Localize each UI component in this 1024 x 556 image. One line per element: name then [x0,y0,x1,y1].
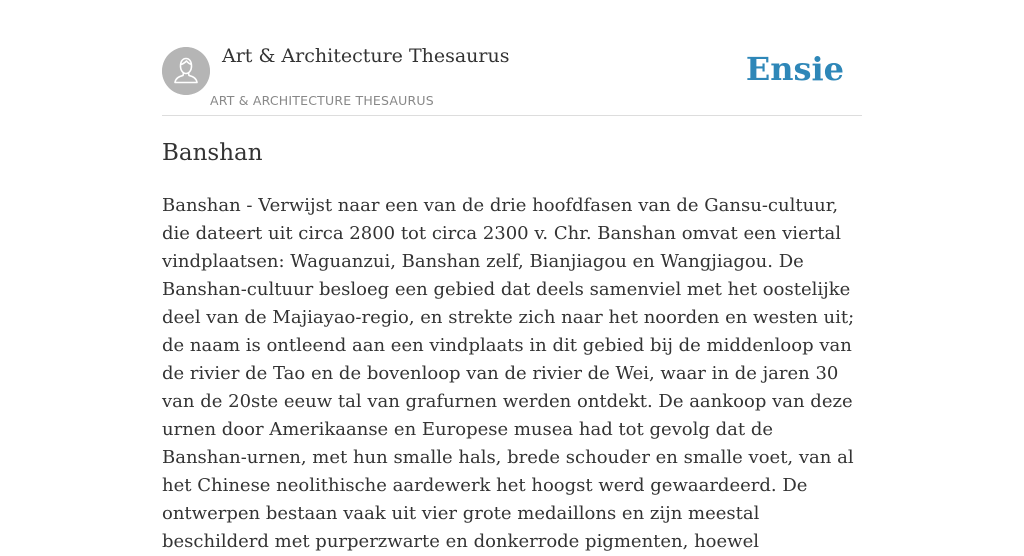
source-title-link[interactable]: Art & Architecture Thesaurus [222,45,510,67]
entry-title: Banshan [162,140,263,166]
source-header [162,0,862,116]
ensie-logo[interactable]: Ensie [745,50,844,88]
user-avatar-icon[interactable] [162,47,210,95]
entry-body: Banshan - Verwijst naar een van de drie hoofdfasen van de Gansu-cultuur, die dateert uit circa 2800 tot circa 2300 v. Chr. Banshan omvat een viertal vindplaatsen: Waguanzui, Banshan zelf, Bianjiagou en Wangjiagou. De Banshan-cultuur besloeg een gebied dat deels samenviel met het oostelijke deel van de Majiayao-regio, en strekte zich naar het noorden en westen uit; de naam is ontleend aan een vindplaats in dit gebied bij de middenloop van de rivier de Tao en de bovenloop van de rivier de Wei, waar in de jaren 30 van de 20ste eeuw tal van grafurnen werden ontdekt. De aankoop van deze urnen door Amerikaanse en Europese musea had tot gevolg dat de Banshan-urnen, met hun smalle hals, brede schouder en smalle voet, van al het Chinese neolithische aardewerk het hoogst werd gewaardeerd. De ontwerpen bestaan vaak uit vier grote medaillons en zijn meestal beschilderd met purperzwarte en donkerrode pigmenten, hoewel [162,195,855,552]
source-subtitle: ART & ARCHITECTURE THESAURUS [210,93,434,108]
